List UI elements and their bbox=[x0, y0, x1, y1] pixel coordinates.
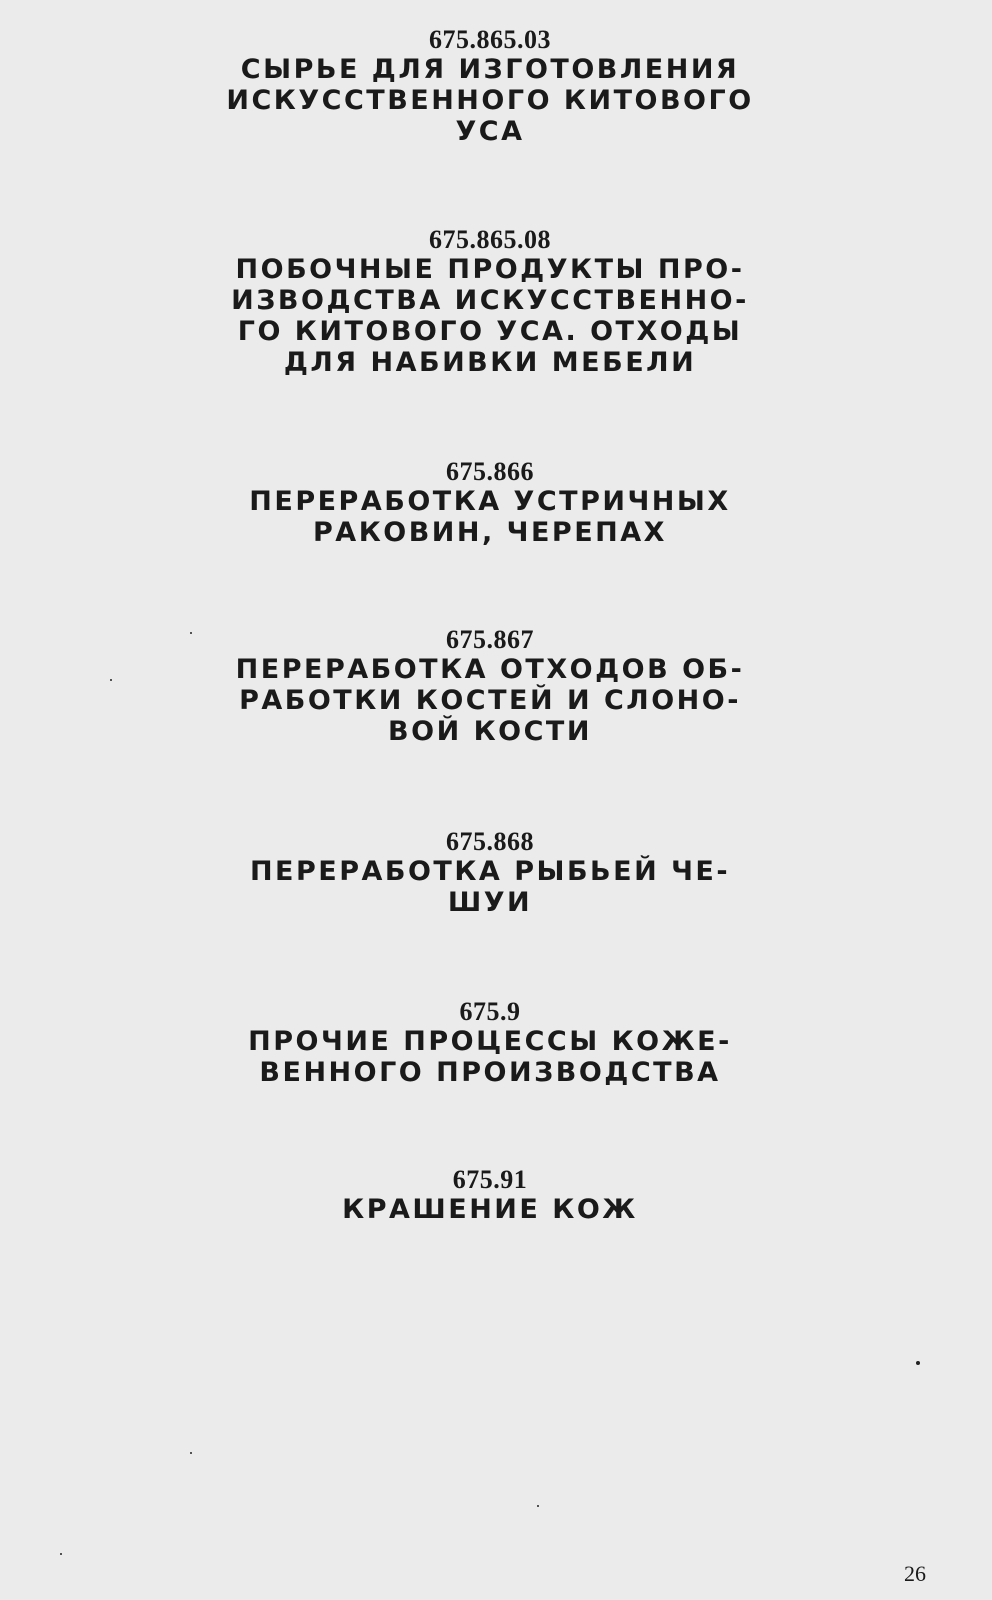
entry-title-line: ВОЙ КОСТИ bbox=[388, 716, 592, 747]
entry-code: 675.865.08 bbox=[429, 225, 551, 254]
entry-code: 675.865.03 bbox=[429, 25, 551, 54]
entry-title-line: ПЕРЕРАБОТКА УСТРИЧНЫХ bbox=[249, 486, 731, 517]
entry-code: 675.868 bbox=[446, 827, 534, 856]
print-speck bbox=[916, 1361, 920, 1365]
entry-code: 675.866 bbox=[446, 457, 534, 486]
print-speck bbox=[190, 632, 192, 634]
print-speck bbox=[110, 679, 112, 681]
entry-title-line: УСА bbox=[455, 116, 525, 147]
classification-entry bbox=[0, 26, 980, 147]
classification-entry bbox=[0, 1166, 980, 1225]
entry-code: 675.91 bbox=[452, 1165, 528, 1194]
entry-title bbox=[0, 1026, 980, 1088]
entry-title-line: КРАШЕНИЕ КОЖ bbox=[342, 1194, 638, 1225]
entry-title-line: ИЗВОДСТВА ИСКУССТВЕННО- bbox=[231, 285, 749, 316]
entry-title-line: РАКОВИН, ЧЕРЕПАХ bbox=[313, 517, 667, 548]
entry-title bbox=[0, 1194, 980, 1225]
classification-entry bbox=[0, 828, 980, 918]
print-speck bbox=[190, 1452, 192, 1454]
print-speck bbox=[60, 1553, 62, 1555]
entry-title-line: ГО КИТОВОГО УСА. ОТХОДЫ bbox=[237, 316, 743, 347]
entry-title-line: СЫРЬЕ ДЛЯ ИЗГОТОВЛЕНИЯ bbox=[240, 54, 740, 85]
entry-title bbox=[0, 486, 980, 548]
classification-entry bbox=[0, 998, 980, 1088]
entry-title-line: ДЛЯ НАБИВКИ МЕБЕЛИ bbox=[283, 347, 697, 378]
entry-code: 675.9 bbox=[459, 997, 521, 1026]
entry-title-line: ИСКУССТВЕННОГО КИТОВОГО bbox=[226, 85, 754, 116]
entry-code: 675.867 bbox=[446, 625, 534, 654]
classification-entry bbox=[0, 626, 980, 747]
print-speck bbox=[537, 1505, 539, 1507]
entry-title-line: ПРОЧИЕ ПРОЦЕССЫ КОЖЕ- bbox=[248, 1026, 732, 1057]
classification-entry bbox=[0, 458, 980, 548]
entry-title bbox=[0, 856, 980, 918]
entry-title-line: ПЕРЕРАБОТКА ОТХОДОВ ОБ- bbox=[235, 654, 745, 685]
entry-title-line: РАБОТКИ КОСТЕЙ И СЛОНО- bbox=[239, 685, 741, 716]
entry-title-line: ПЕРЕРАБОТКА РЫБЬЕЙ ЧЕ- bbox=[249, 856, 731, 887]
entry-title-line: ШУИ bbox=[447, 887, 533, 918]
entry-title-line: ВЕННОГО ПРОИЗВОДСТВА bbox=[259, 1057, 721, 1088]
classification-entry bbox=[0, 226, 980, 378]
page-number: 26 bbox=[904, 1561, 926, 1586]
entry-title bbox=[0, 254, 980, 378]
entry-title bbox=[0, 54, 980, 147]
entry-title bbox=[0, 654, 980, 747]
entry-title-line: ПОБОЧНЫЕ ПРОДУКТЫ ПРО- bbox=[235, 254, 745, 285]
